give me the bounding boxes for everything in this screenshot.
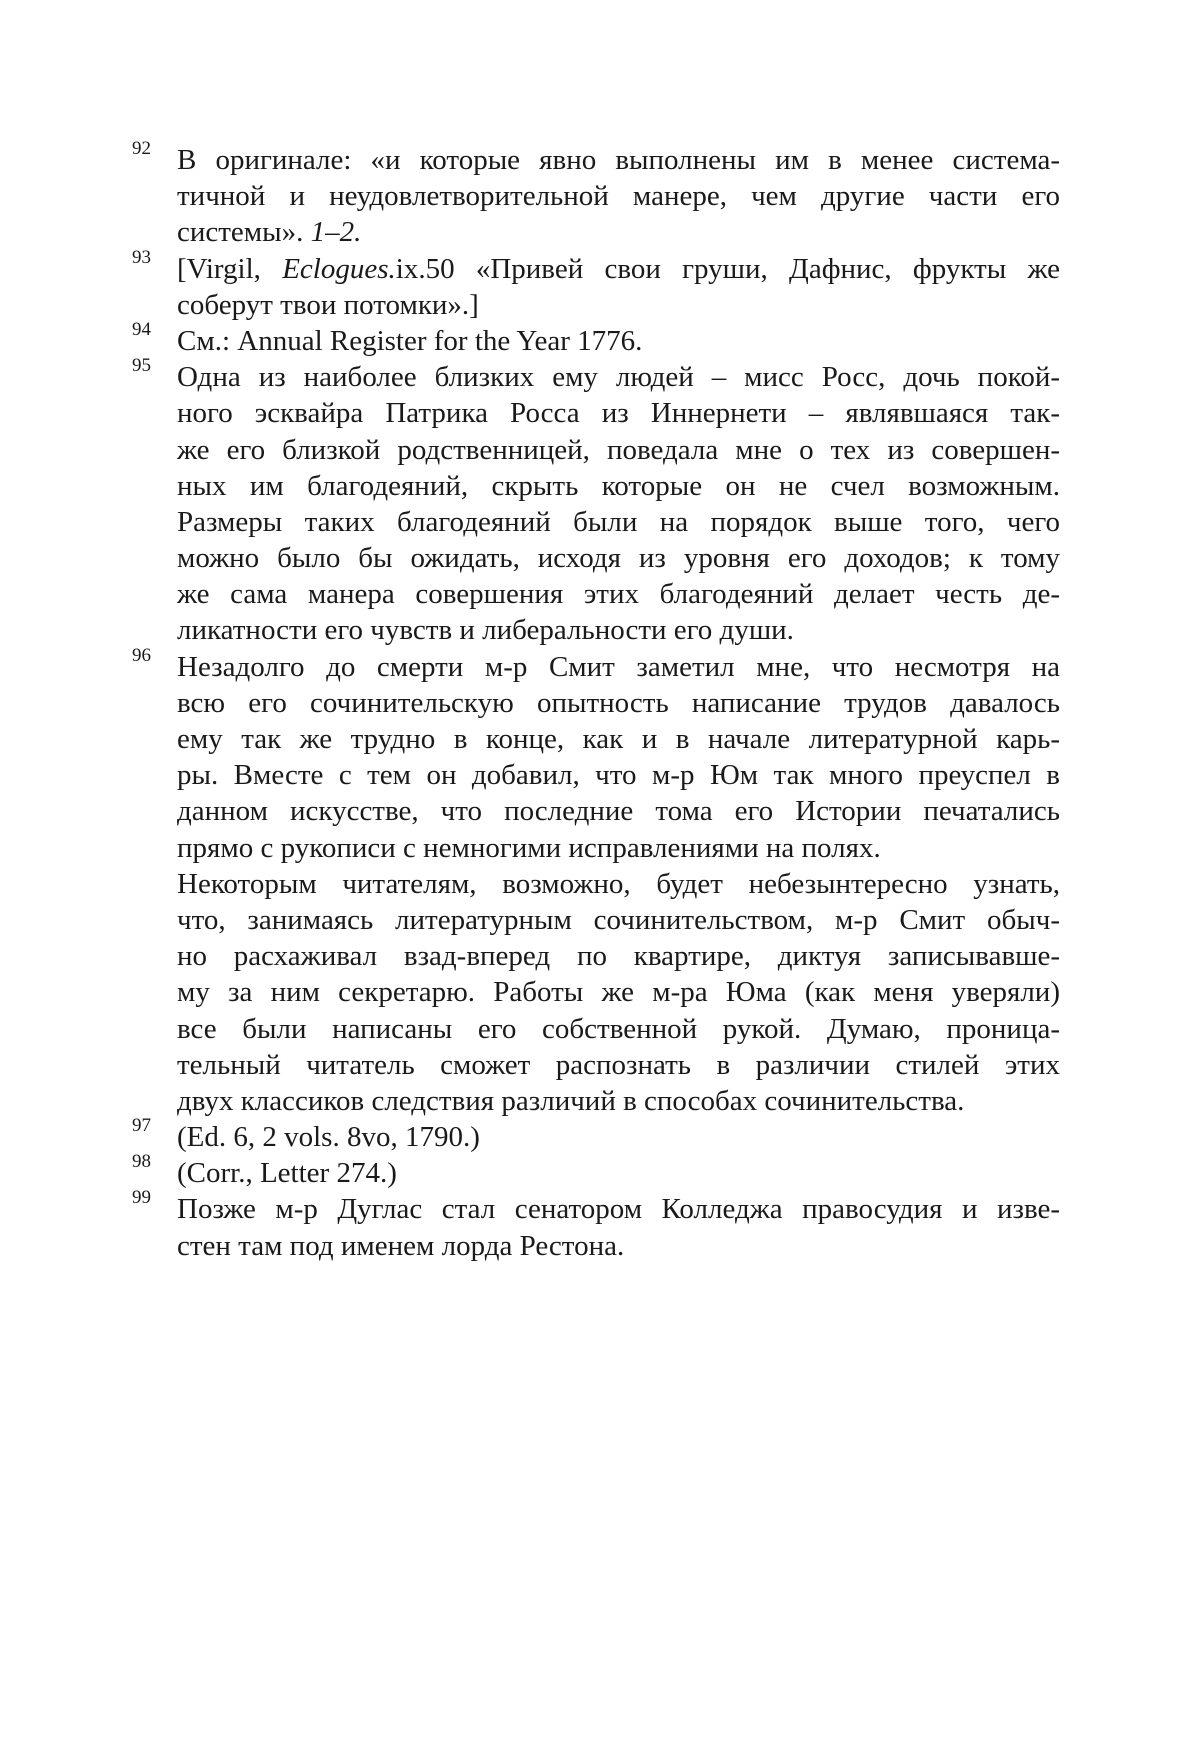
endnote-95: [132, 355, 1060, 649]
endnote-line: В оригинале: «и которые явно выполнены им в менее система-: [177, 144, 1060, 176]
endnote-number: 94: [132, 318, 151, 340]
endnote-number: 96: [132, 644, 151, 666]
endnote-line: (Ed. 6, 2 vols. 8vo, 1790.): [177, 1121, 480, 1154]
endnote-line: соберут твои потомки».]: [177, 288, 479, 321]
endnote-number: 99: [132, 1187, 151, 1209]
endnote-text: [Virgil,: [177, 252, 261, 285]
endnote-number: 92: [132, 138, 151, 159]
endnote-line: тичной и неудовлетворительной манере, чем другие части его: [177, 180, 1060, 213]
endnote-line: но расхаживал взад-вперед по квартире, диктуя записывавше-: [177, 940, 1060, 973]
endnote-line: же сама манера совершения этих благодеяний делает честь де-: [177, 578, 1060, 611]
endnote-line: ры. Вместе с тем он добавил, что м-р Юм так много преуспел в: [177, 759, 1060, 792]
endnote-italic-text: Eclogues.: [282, 252, 396, 285]
endnote-line: прямо с рукописи с немногими исправлениями на полях.: [177, 831, 881, 864]
endnote-number: 97: [132, 1115, 151, 1137]
endnote-line: [177, 214, 1060, 250]
endnote-line: Позже м-р Дуглас стал сенатором Колледжа правосудия и изве-: [177, 1193, 1060, 1226]
endnote-line: тельный читатель сможет распознать в различии стилей этих: [177, 1048, 1060, 1081]
endnote-line: ему так же трудно в конце, как и в начале литературной карь-: [177, 723, 1060, 755]
endnote-line: двух классиков следствия различий в способах сочинительства.: [177, 1084, 965, 1117]
endnote-line: Одна из наиболее близких ему людей – мисс Росс, дочь покой-: [177, 361, 1060, 394]
endnote-line: (Corr., Letter 274.): [177, 1157, 397, 1190]
endnote-line: данном искусстве, что последние тома его Истории печатались: [177, 795, 1060, 828]
endnote-line: ных им благодеяний, скрыть которые он не счел возможным.: [177, 469, 1060, 502]
endnote-93: [132, 246, 1060, 323]
endnote-number: 93: [132, 246, 151, 268]
endnote-94: [132, 318, 1060, 359]
endnote-text: системы».: [177, 216, 304, 249]
endnote-98: [132, 1151, 1060, 1191]
endnote-line: Некоторым читателям, возможно, будет небезынтересно узнать,: [177, 867, 1060, 900]
endnote-line: можно было бы ожидать, исходя из уровня его доходов; к тому: [177, 542, 1060, 575]
endnote-line: См.: Annual Register for the Year 1776.: [177, 324, 643, 357]
endnote-line: ликатности его чувств и либеральности его души.: [177, 614, 794, 647]
endnote-line: ного эсквайра Патрика Росса из Иннернети – являвшаяся так-: [177, 397, 1060, 430]
endnote-line: все были написаны его собственной рукой. Думаю, проница-: [177, 1012, 1060, 1045]
endnote-number: 95: [132, 355, 151, 377]
endnote-line: Размеры таких благодеяний были на порядок выше того, чего: [177, 505, 1060, 538]
endnote-text: ix.50 «Привей свои груши, Дафнис, фрукты же: [395, 252, 1060, 285]
endnote-97: [132, 1115, 1060, 1155]
endnote-99: [132, 1187, 1060, 1263]
endnote-line: му за ним секретарю. Работы же м-ра Юма (как меня уверяли): [177, 976, 1060, 1009]
endnote-line: же его близкой родственницей, поведала мне о тех из совершен-: [177, 433, 1060, 466]
endnote-line: всю его сочинительскую опытность написание трудов давалось: [177, 686, 1060, 719]
endnote-line: Незадолго до смерти м-р Смит заметил мне, что несмотря на: [177, 650, 1060, 683]
endnote-italic-text: 1–2.: [310, 216, 362, 249]
endnote-number: 98: [132, 1151, 151, 1173]
endnote-96: [132, 644, 1060, 1119]
endnote-92: [132, 138, 1060, 251]
endnotes-list: [132, 138, 1060, 1264]
endnote-line: [177, 251, 1060, 287]
endnote-line: что, занимаясь литературным сочинительством, м-р Смит обыч-: [177, 903, 1060, 936]
endnote-line: стен там под именем лорда Рестона.: [177, 1229, 625, 1262]
